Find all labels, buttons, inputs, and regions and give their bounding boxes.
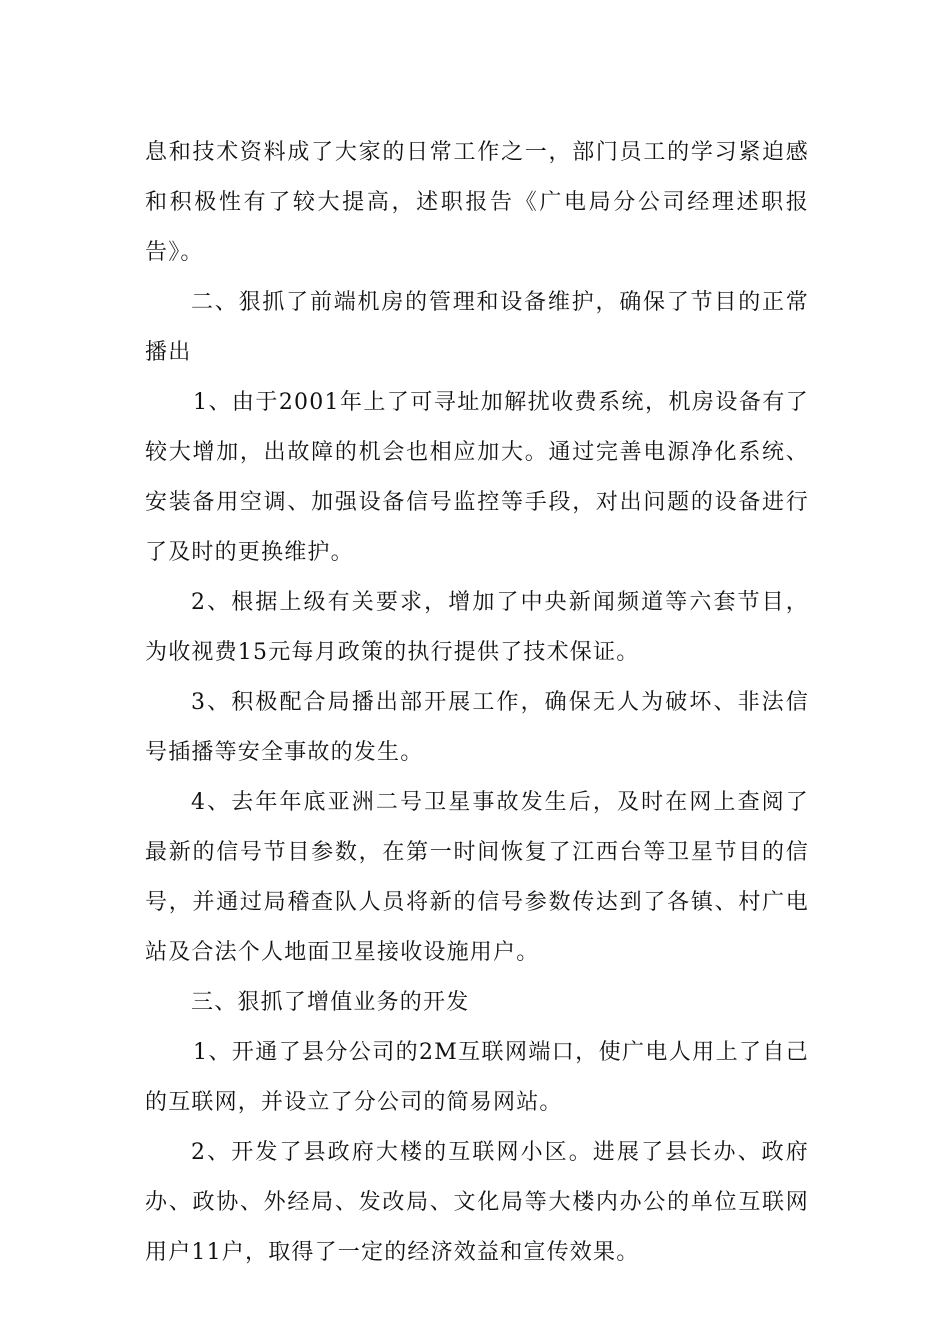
list-item-2-2: 2、根据上级有关要求，增加了中央新闻频道等六套节目，为收视费15元每月政策的执行提供了技术保证。 <box>145 590 809 665</box>
section-heading-2: 二、狠抓了前端机房的管理和设备维护，确保了节目的正常播出 <box>145 290 809 365</box>
list-item-2-3: 3、积极配合局播出部开展工作，确保无人为破坏、非法信号插播等安全事故的发生。 <box>145 690 809 765</box>
list-item-2-4: 4、去年年底亚洲二号卫星事故发生后，及时在网上查阅了最新的信号节目参数，在第一时间恢复了江西台等卫星节目的信号，并通过局稽查队人员将新的信号参数传达到了各镇、村广电站及合法个人地面卫星接收设施用户。 <box>145 790 809 965</box>
document-body <box>145 128 809 1278</box>
paragraph-continuation: 息和技术资料成了大家的日常工作之一，部门员工的学习紧迫感和积极性有了较大提高，述职报告《广电局分公司经理述职报告》。 <box>145 140 809 265</box>
list-item-2-1: 1、由于2001年上了可寻址加解扰收费系统，机房设备有了较大增加，出故障的机会也相应加大。通过完善电源净化系统、安装备用空调、加强设备信号监控等手段，对出问题的设备进行了及时的更换维护。 <box>145 390 809 565</box>
list-item-3-2: 2、开发了县政府大楼的互联网小区。进展了县长办、政府办、政协、外经局、发改局、文化局等大楼内办公的单位互联网用户11户，取得了一定的经济效益和宣传效果。 <box>145 1140 809 1265</box>
list-item-3-1: 1、开通了县分公司的2M互联网端口，使广电人用上了自己的互联网，并设立了分公司的简易网站。 <box>145 1040 809 1115</box>
section-heading-3: 三、狠抓了增值业务的开发 <box>191 990 470 1015</box>
